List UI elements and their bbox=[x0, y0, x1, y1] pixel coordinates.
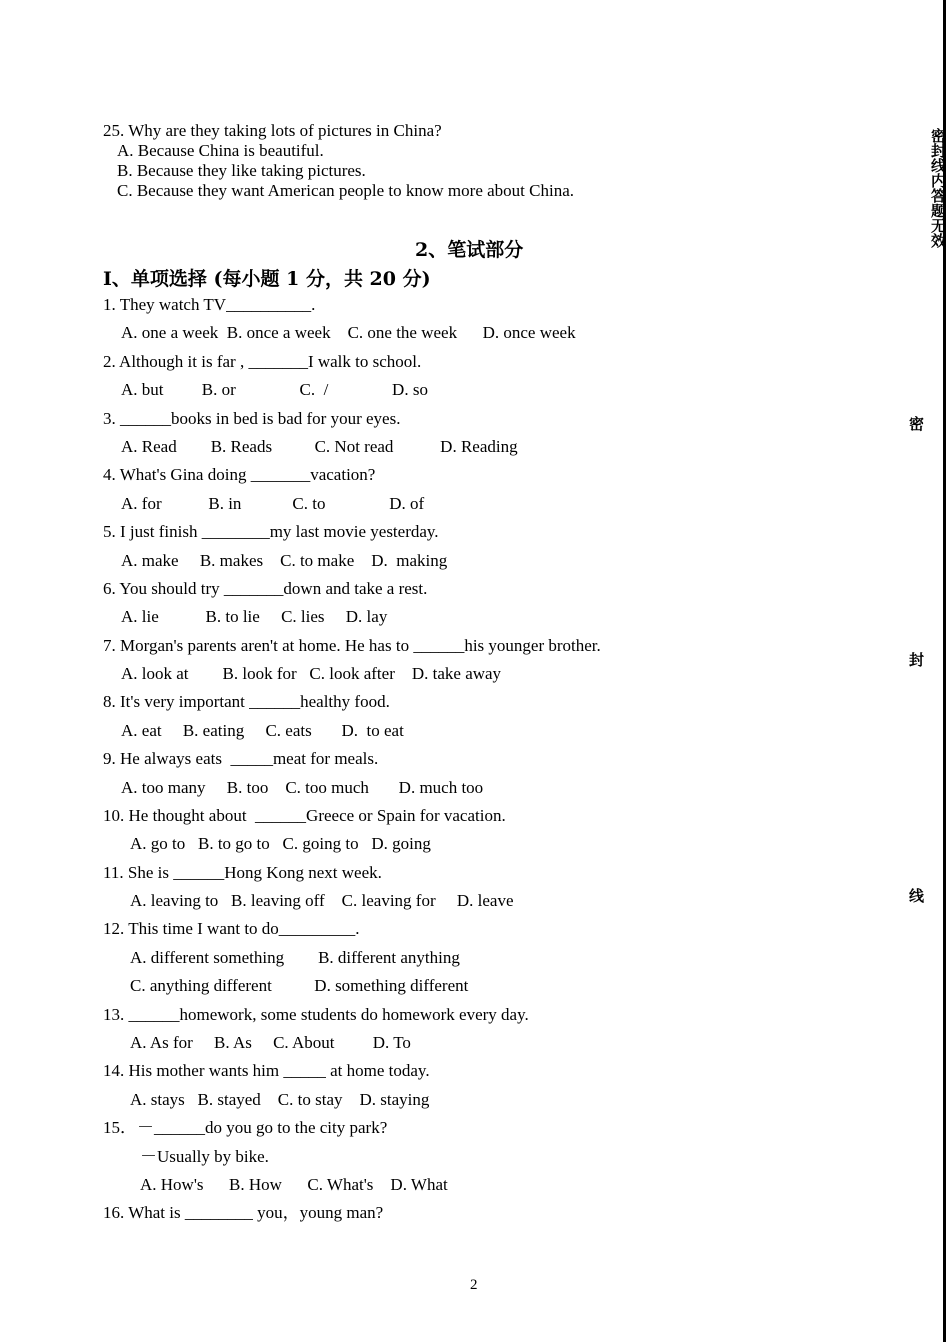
question-1: 1. They watch TV__________. bbox=[103, 295, 316, 314]
question-4-options: A. for B. in C. to D. of bbox=[121, 494, 425, 513]
question-1-options: A. one a week B. once a week C. one the week D. once week bbox=[121, 323, 576, 342]
question-13: 13. ______homework, some students do homework every day. bbox=[103, 1005, 529, 1024]
question-8: 8. It's very important ______healthy food. bbox=[103, 692, 390, 711]
question-25-option-c: C. Because they want American people to know more about China. bbox=[117, 181, 574, 200]
question-14-options: A. stays B. stayed C. to stay D. staying bbox=[130, 1090, 430, 1109]
question-7: 7. Morgan's parents aren't at home. He has to ______his younger brother. bbox=[103, 636, 601, 655]
question-11-options: A. leaving to B. leaving off C. leaving for D. leave bbox=[130, 891, 514, 910]
margin-mi-char: 密 bbox=[907, 416, 925, 431]
question-25: 25. Why are they taking lots of pictures in China? bbox=[103, 121, 442, 140]
question-3-options: A. Read B. Reads C. Not read D. Reading bbox=[121, 437, 518, 456]
question-16: 16. What is ________ you，young man? bbox=[103, 1203, 384, 1222]
question-12-options-cd: C. anything different D. something different bbox=[130, 976, 469, 995]
margin-xian-char: 线 bbox=[907, 888, 925, 903]
question-14: 14. His mother wants him _____ at home today. bbox=[103, 1061, 430, 1080]
question-15-options: A. How's B. How C. What's D. What bbox=[140, 1175, 448, 1194]
question-15: 15．－______do you go to the city park? bbox=[103, 1118, 388, 1137]
question-3: 3. ______books in bed is bad for your eyes. bbox=[103, 409, 401, 428]
question-9: 9. He always eats _____meat for meals. bbox=[103, 749, 379, 768]
page-number: 2 bbox=[470, 1277, 478, 1293]
part-title: I、单项选择 (每小题 1 分，共 20 分) bbox=[103, 268, 431, 290]
question-12: 12. This time I want to do_________. bbox=[103, 919, 360, 938]
question-5: 5. I just finish ________my last movie yesterday. bbox=[103, 522, 439, 541]
question-9-options: A. too many B. too C. too much D. much too bbox=[121, 778, 484, 797]
question-6: 6. You should try _______down and take a rest. bbox=[103, 579, 428, 598]
question-10-options: A. go to B. to go to C. going to D. going bbox=[130, 834, 431, 853]
question-11: 11. She is ______Hong Kong next week. bbox=[103, 863, 382, 882]
margin-notice: 密封线内答题无效 bbox=[929, 128, 947, 248]
question-13-options: A. As for B. As C. About D. To bbox=[130, 1033, 411, 1052]
question-7-options: A. look at B. look for C. look after D. take away bbox=[121, 664, 502, 683]
question-25-option-b: B. Because they like taking pictures. bbox=[117, 161, 366, 180]
question-5-options: A. make B. makes C. to make D. making bbox=[121, 551, 448, 570]
question-4: 4. What's Gina doing _______vacation? bbox=[103, 465, 376, 484]
section-title: 2、笔试部分 bbox=[415, 239, 524, 261]
question-12-options-ab: A. different something B. different anything bbox=[130, 948, 460, 967]
margin-feng-char: 封 bbox=[907, 652, 925, 667]
question-8-options: A. eat B. eating C. eats D. to eat bbox=[121, 721, 404, 740]
question-2-options: A. but B. or C. / D. so bbox=[121, 380, 428, 399]
question-2: 2. Although it is far , _______I walk to school. bbox=[103, 352, 422, 371]
question-25-option-a: A. Because China is beautiful. bbox=[117, 141, 324, 160]
question-10: 10. He thought about ______Greece or Spain for vacation. bbox=[103, 806, 506, 825]
question-15-answer: －Usually by bike. bbox=[140, 1147, 269, 1166]
question-6-options: A. lie B. to lie C. lies D. lay bbox=[121, 607, 388, 626]
